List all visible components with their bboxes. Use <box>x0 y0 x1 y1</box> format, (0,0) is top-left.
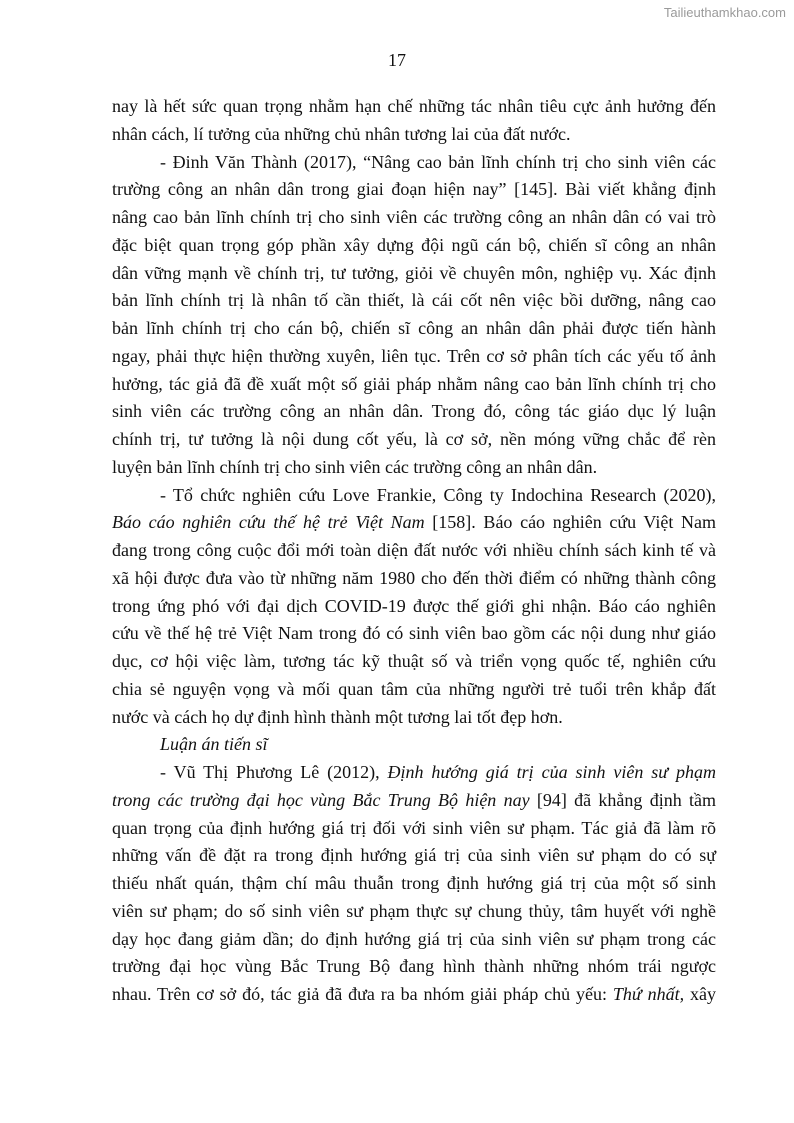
text-line <box>112 870 716 898</box>
text-line <box>112 482 716 510</box>
text-line <box>112 759 716 787</box>
text: trường công an nhân dân trong giai đoạn hiện nay” [145]. Bài viết khẳng định <box>112 179 716 200</box>
text: - Đinh Văn Thành (2017), “Nâng cao bản lĩnh chính trị cho sinh viên các <box>160 151 716 172</box>
italic-text: trong các trường đại học vùng Bắc Trung Bộ hiện nay <box>112 789 530 810</box>
text: xã hội được đưa vào từ những năm 1980 cho đến thời điểm có những thành công <box>112 567 716 588</box>
text: nâng cao bản lĩnh chính trị cho sinh viên các trường công an nhân dân có vai trò <box>112 207 716 227</box>
text-line <box>112 898 716 926</box>
text: cứu về thế hệ trẻ Việt Nam trong đó có sinh viên bao gồm các nội dung như giáo <box>112 623 716 644</box>
italic-text: Định hướng giá trị của sinh viên sư phạm <box>387 762 716 782</box>
text-line <box>112 787 716 815</box>
text: luyện bản lĩnh chính trị cho sinh viên các trường công an nhân dân. <box>112 456 598 477</box>
text: dân vững mạnh về chính trị, tư tưởng, giỏi về chuyên môn, nghiệp vụ. Xác định <box>112 262 716 283</box>
text-line <box>112 398 716 426</box>
text: thiếu nhất quán, thậm chí mâu thuẫn trong định hướng giá trị của một số sinh <box>112 873 716 893</box>
page-number: 17 <box>388 50 406 70</box>
text: chia sẻ nguyện vọng và mối quan tâm của những người trẻ tuổi trên khắp đất <box>112 678 716 699</box>
text: nhau. Trên cơ sở đó, tác giả đã đưa ra ba nhóm giải pháp chủ yếu: <box>112 984 613 1004</box>
text-line <box>112 676 716 704</box>
italic-text: Luận án tiến sĩ <box>160 734 268 755</box>
text: nhân cách, lí tưởng của những chủ nhân tương lai của đất nước. <box>112 123 571 144</box>
text: sinh viên các trường công an nhân dân. Trong đó, công tác giáo dục lý luận <box>112 401 716 422</box>
text-line <box>112 842 716 870</box>
text-line <box>112 926 716 954</box>
text: trường đại học vùng Bắc Trung Bộ đang hình thành những nhóm trái ngược <box>112 956 716 977</box>
text: dạy học đang giảm dần; do định hướng giá trị của sinh viên sư phạm trong các <box>112 928 716 949</box>
italic-text: Thứ nhất, <box>612 984 685 1004</box>
text-line <box>112 260 716 288</box>
text: [94] đã khẳng định tầm <box>529 789 716 810</box>
text: ngay, phải thực hiện thường xuyên, liên tục. Trên cơ sở phân tích các yếu tố ảnh <box>112 345 716 366</box>
text-line <box>112 454 716 482</box>
text-line <box>112 371 716 399</box>
text: quan trọng của định hướng giá trị đối với sinh viên sư phạm. Tác giả đã làm rõ <box>112 817 716 838</box>
text-line <box>112 287 716 315</box>
text: bản lĩnh chính trị là nhân tố cần thiết, là cái cốt nên việc bồi dưỡng, nâng cao <box>112 290 716 311</box>
text-line <box>112 315 716 343</box>
text-line <box>112 565 716 593</box>
text: dục, cơ hội việc làm, tương tác kỹ thuật số và triển vọng quốc tế, nghiên cứu <box>112 651 716 671</box>
text: - Tổ chức nghiên cứu Love Frankie, Công ty Indochina Research (2020), <box>160 484 716 505</box>
text-line <box>112 815 716 843</box>
text: xây <box>684 984 716 1004</box>
document-body <box>112 93 716 1009</box>
text: [158]. Báo cáo nghiên cứu Việt Nam <box>424 512 716 533</box>
text-line <box>112 176 716 204</box>
text: nước và cách họ dự định hình thành một tương lai tốt đẹp hơn. <box>112 706 563 727</box>
text: - Vũ Thị Phương Lê (2012), <box>160 762 388 782</box>
text: nay là hết sức quan trọng nhằm hạn chế những tác nhân tiêu cực ảnh hưởng đến <box>112 96 716 116</box>
text-line <box>112 648 716 676</box>
italic-text: Báo cáo nghiên cứu thế hệ trẻ Việt Nam <box>112 512 425 533</box>
text-line <box>112 537 716 565</box>
section-heading <box>112 731 716 759</box>
text-line <box>112 704 716 732</box>
text-line <box>112 953 716 981</box>
text-line <box>112 981 716 1009</box>
text-line <box>112 593 716 621</box>
watermark: Tailieuthamkhao.com <box>663 5 786 20</box>
text-line <box>112 232 716 260</box>
text: đặc biệt quan trọng góp phần xây dựng đội ngũ cán bộ, chiến sĩ công an nhân <box>112 234 716 255</box>
text-line <box>112 93 716 121</box>
text-line <box>112 620 716 648</box>
text-line <box>112 149 716 177</box>
text: đang trong công cuộc đổi mới toàn diện đất nước với nhiều chính sách kinh tế và <box>112 540 716 560</box>
text-line <box>112 343 716 371</box>
text: những vấn đề đặt ra trong định hướng giá trị của sinh viên sư phạm do có sự <box>112 845 716 866</box>
text: bản lĩnh chính trị cho cán bộ, chiến sĩ công an nhân dân phải được tiến hành <box>112 318 716 338</box>
text-line <box>112 426 716 454</box>
text-line <box>112 204 716 232</box>
text: viên sư phạm; do số sinh viên sư phạm thực sự chung thủy, tâm huyết với nghề <box>112 900 716 921</box>
text: chính trị, tư tưởng là nội dung cốt yếu, là cơ sở, nền móng vững chắc để rèn <box>112 429 716 449</box>
text-line <box>112 509 716 537</box>
text-line <box>112 121 716 149</box>
text: trong ứng phó với đại dịch COVID-19 được thế giới ghi nhận. Báo cáo nghiên <box>112 595 716 616</box>
text: hưởng, tác giả đã đề xuất một số giải pháp nhằm nâng cao bản lĩnh chính trị cho <box>112 373 716 394</box>
